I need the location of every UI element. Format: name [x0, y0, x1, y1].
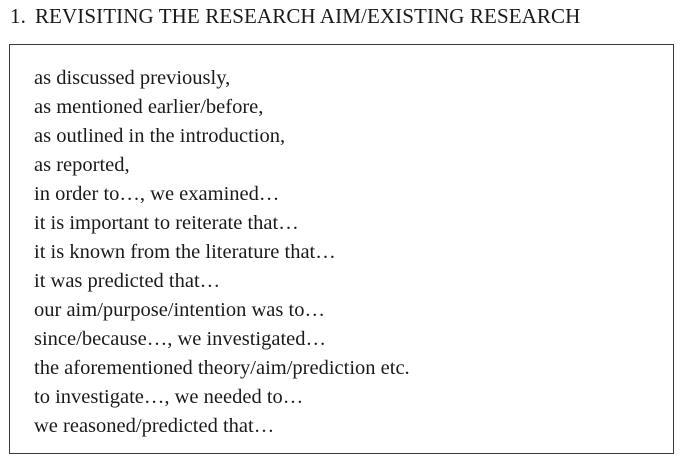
- phrase-item: as mentioned earlier/before,: [34, 96, 264, 118]
- phrase-item: since/because…, we investigated…: [34, 328, 327, 350]
- phrase-item: it is important to reiterate that…: [34, 212, 299, 234]
- phrase-item: as outlined in the introduction,: [34, 125, 286, 147]
- phrase-item: it is known from the literature that…: [34, 241, 336, 263]
- phrase-item: as reported,: [34, 154, 130, 176]
- phrase-item: the aforementioned theory/aim/prediction etc.: [34, 357, 410, 379]
- phrase-item: our aim/purpose/intention was to…: [34, 299, 325, 321]
- section-number: 1.: [10, 4, 26, 28]
- phrase-item: as discussed previously,: [34, 67, 231, 89]
- phrase-box: [9, 44, 674, 454]
- phrase-item: to investigate…, we needed to…: [34, 386, 304, 408]
- phrase-item: it was predicted that…: [34, 270, 221, 292]
- phrase-item: in order to…, we examined…: [34, 183, 280, 205]
- phrase-item: we reasoned/predicted that…: [34, 415, 275, 437]
- phrase-list: [34, 64, 410, 441]
- section-heading: [10, 4, 580, 29]
- section-title: REVISITING THE RESEARCH AIM/EXISTING RESEARCH: [34, 4, 581, 28]
